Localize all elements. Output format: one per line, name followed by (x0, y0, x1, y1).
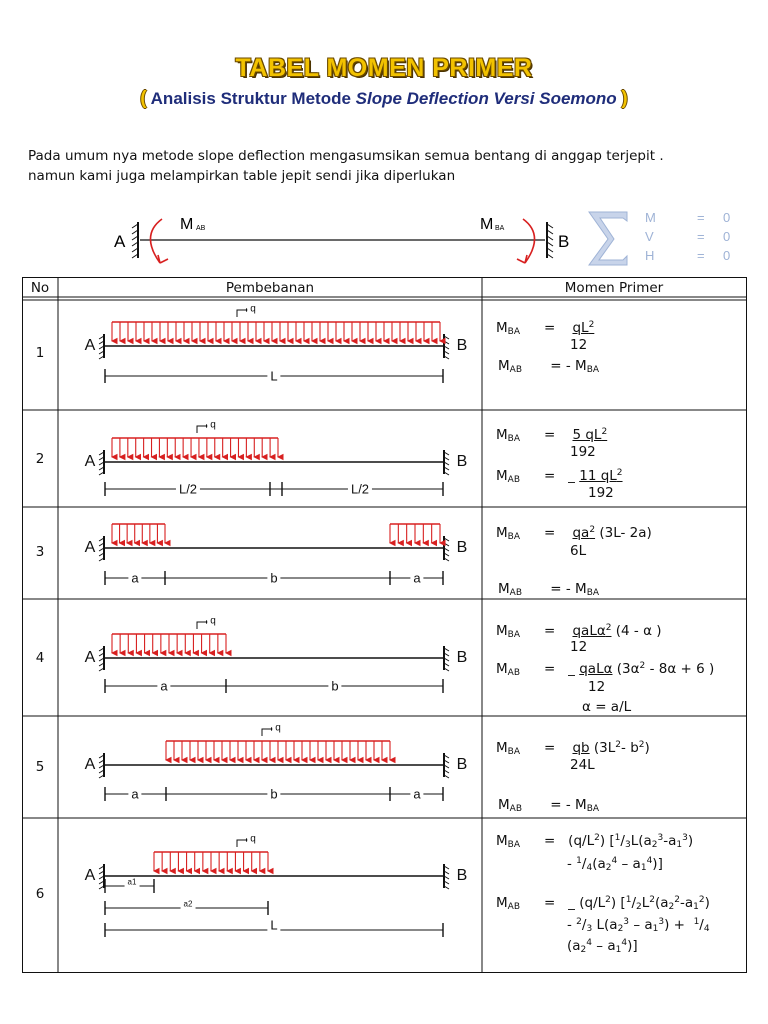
fixed-support-b-1 (444, 334, 449, 359)
fixed-support-b-2 (444, 450, 449, 475)
right-moment-arc (523, 219, 535, 263)
formula-4-mab: $M_{AB}$ = _ qaLα ($3\alpha^2 - 8\alpha + 6$ ) (496, 661, 715, 678)
load-label-q-4: q (207, 616, 219, 627)
dim-label-5-1: b (267, 787, 280, 802)
sigma-icon (583, 208, 633, 268)
row-number-6: 6 (35, 886, 45, 902)
fixed-support-a-4 (99, 646, 104, 671)
subtitle-close-paren: ) (621, 88, 628, 109)
formula-6-mba: $M_{BA} = (q/L^2)$ [$^1/_3L(a_2^3-a_1^3)$ (496, 833, 694, 850)
support-label-a-1: A (82, 337, 99, 355)
formula-1-mab: $M_{AB}$ = - $M_{BA}$ (498, 358, 600, 375)
intro-paragraph (28, 146, 748, 186)
dim-label-2-0: L/2 (176, 482, 200, 497)
dim-label-2-1: L/2 (348, 482, 372, 497)
formula-3-den: 6L (570, 543, 587, 559)
formula-4-mba: $M_{BA}$ = qaLα$^2$ (4 - α ) (496, 623, 662, 640)
dim-label-6-a1: a1 (125, 878, 140, 887)
formula-4-den2: 12 (588, 679, 606, 695)
dim-label-1-0: L (267, 369, 280, 384)
row-number-3: 3 (35, 544, 45, 560)
document-subtitle (0, 88, 768, 110)
fixed-support-b-4 (444, 646, 449, 671)
dim-label-6-a2: a2 (181, 900, 196, 909)
dim-label-5-2: a (410, 787, 423, 802)
support-label-b-6: B (454, 867, 471, 885)
formula-6-mab-2: - $^2/_3$ $L(a_2^3 - a_1^3) + ^1/_4$ (567, 917, 710, 934)
intro-line-2: namun kami juga melampirkan table jepit sendi jika diperlukan (28, 168, 456, 184)
support-label-a-4: A (82, 649, 99, 667)
support-label-a-2: A (82, 453, 99, 471)
support-label-b-3: B (454, 539, 471, 557)
fixed-support-a-6 (99, 864, 104, 889)
top-label-b: B (558, 232, 570, 251)
dim-label-3-1: b (267, 571, 280, 586)
formula-6-mab: $M_{AB}$ = _ $(q/L^2)$ [$^1/_2L^2(a_2^2-a_1^2)$ (496, 895, 710, 912)
eq-row-v: V = 0 (645, 229, 731, 244)
top-label-mba: M (480, 216, 494, 233)
support-label-a-6: A (82, 867, 99, 885)
fixed-support-a-2 (99, 450, 104, 475)
support-label-b-5: B (454, 756, 471, 774)
fixed-support-b-3 (444, 536, 449, 561)
fixed-support-b-5 (444, 753, 449, 778)
formula-1-mba: $M_{BA}$ = $qL^2$ (496, 320, 595, 337)
top-beam-diagram (100, 205, 590, 275)
formula-5-mba: $M_{BA}$ = qb ($3L^2-$ $b^2$) (496, 740, 650, 757)
top-label-a: A (114, 232, 126, 251)
row-number-5: 5 (35, 759, 45, 775)
top-label-mab: M (180, 216, 194, 233)
intro-line-1: Pada umum nya metode slope deflection mengasumsikan semua bentang di anggap terjepit . (28, 148, 664, 164)
q-arrow-icon (262, 729, 271, 736)
formula-2-mba: $M_{BA}$ = 5 $qL^2$ (496, 427, 608, 444)
formula-1-den: 12 (570, 337, 588, 353)
load-diagrams (60, 302, 480, 970)
top-label-mab-sub: AB (196, 225, 206, 232)
header-no: No (30, 280, 50, 296)
formula-4-den1: 12 (570, 639, 588, 655)
formula-6-mba-2: - $^1/_4(a_2^4 - a_1^4)$] (567, 856, 663, 873)
dim-label-5-0: a (128, 787, 141, 802)
formula-2-den1: 192 (570, 444, 596, 460)
subtitle-prefix: Analisis Struktur Metode (146, 89, 356, 108)
load-label-q-6: q (247, 834, 259, 845)
dim-label-4-0: a (157, 679, 170, 694)
formula-5-den: 24L (570, 757, 595, 773)
formula-2-den2: 192 (588, 485, 614, 501)
q-arrow-icon (237, 840, 246, 847)
fixed-support-a-3 (99, 536, 104, 561)
eq-row-m: M = 0 (645, 210, 731, 225)
fixed-support-a-5 (99, 753, 104, 778)
left-moment-arc (150, 219, 162, 263)
support-label-a-3: A (82, 539, 99, 557)
header-momen-primer: Momen Primer (564, 280, 664, 296)
fixed-support-a-1 (99, 334, 104, 359)
load-label-q-1: q (247, 304, 259, 315)
load-label-q-2: q (207, 420, 219, 431)
row-number-2: 2 (35, 451, 45, 467)
formula-3-mba: $M_{BA}$ = $qa^2$ (3L- 2a) (496, 525, 652, 542)
formula-5-mab: $M_{AB}$ = - $M_{BA}$ (498, 797, 600, 814)
document-title: TABEL MOMEN PRIMER (235, 54, 533, 82)
header-pembebanan: Pembebanan (225, 280, 315, 296)
support-label-b-2: B (454, 453, 471, 471)
formula-3-mab: $M_{AB}$ = - $M_{BA}$ (498, 581, 600, 598)
support-label-b-1: B (454, 337, 471, 355)
q-arrow-icon (197, 426, 206, 433)
formula-2-mab: $M_{AB}$ = _ 11 $qL^2$ (496, 468, 623, 485)
formula-6-mab-3: $(a_2^4 - a_1^4)$] (567, 938, 638, 955)
support-label-a-5: A (82, 756, 99, 774)
dim-label-3-0: a (128, 571, 141, 586)
subtitle-open-paren: ( (140, 88, 147, 109)
dim-label-3-2: a (410, 571, 423, 586)
row-number-1: 1 (35, 345, 45, 361)
top-label-mba-sub: BA (495, 225, 505, 232)
dim-label-6-l: L (267, 918, 280, 933)
row-number-4: 4 (35, 650, 45, 666)
dim-label-4-1: b (328, 679, 341, 694)
subtitle-italic: Slope Deflection Versi Soemono (355, 89, 617, 108)
formula-4-alpha: α = a/L (582, 699, 632, 715)
fixed-support-b-6 (444, 864, 449, 889)
load-label-q-5: q (272, 723, 284, 734)
eq-row-h: H = 0 (645, 248, 731, 263)
q-arrow-icon (197, 622, 206, 629)
q-arrow-icon (237, 310, 246, 317)
support-label-b-4: B (454, 649, 471, 667)
